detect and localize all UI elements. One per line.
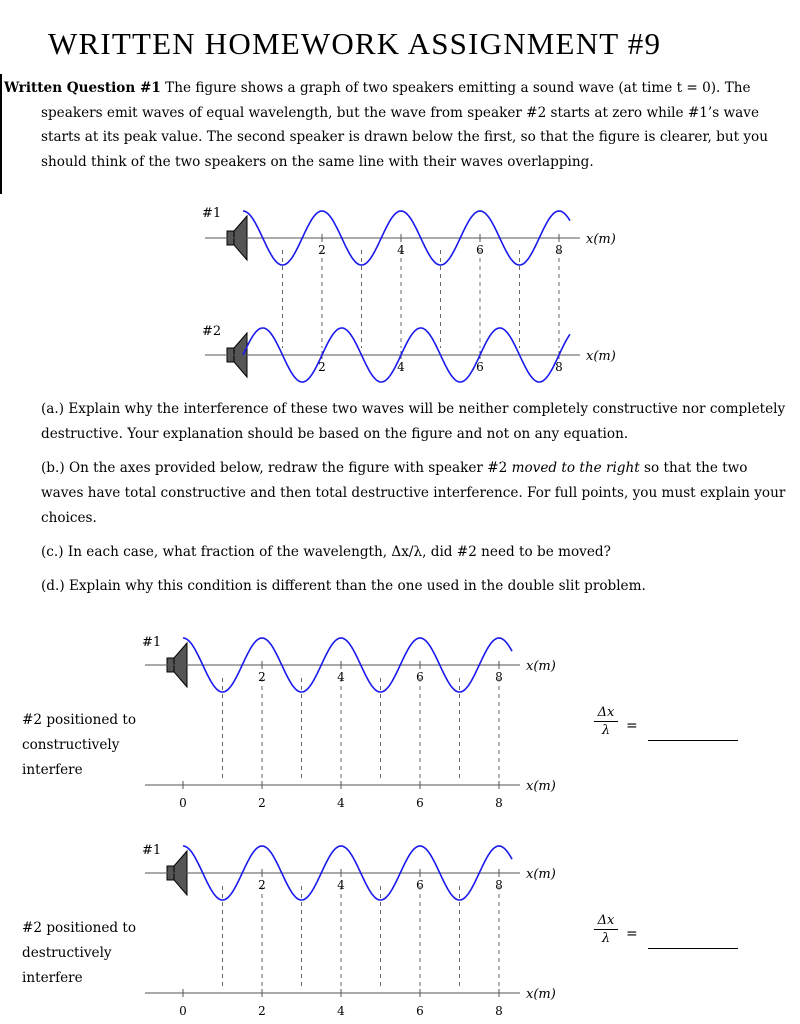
fraction-destructive [594, 913, 618, 948]
fraction-constructive [594, 705, 618, 740]
answer-blank-destructive[interactable] [648, 948, 738, 949]
tick-label: 8 [495, 670, 503, 684]
fraction-numerator: Δx [594, 913, 618, 930]
equals-sign: = [626, 718, 638, 734]
fraction-denominator: λ [601, 723, 611, 738]
question-text-line1: The figure shows a graph of two speakers emitting a sound wave (at time t = 0). The [160, 80, 751, 96]
tick-label: 8 [495, 796, 503, 810]
part-b-pre: (b.) On the axes provided below, redraw the figure with speaker #2 [41, 460, 512, 476]
axis-label: x(m) [526, 987, 556, 1002]
part-d: (d.) Explain why this condition is different than the one used in the double slit problem. [41, 578, 646, 594]
tick-label: 2 [318, 360, 326, 374]
tick-label: 6 [416, 796, 424, 810]
axis-label: x(m) [586, 232, 616, 247]
tick-label: 2 [258, 796, 266, 810]
tick-label: 6 [476, 243, 484, 257]
tick-label: 8 [555, 360, 563, 374]
fraction-denominator: λ [601, 931, 611, 946]
tick-label: 2 [258, 1004, 266, 1018]
page-title: WRITTEN HOMEWORK ASSIGNMENT #9 [48, 26, 662, 61]
part-c: (c.) In each case, what fraction of the wavelength, Δx/λ, did #2 need to be moved? [41, 544, 611, 560]
tick-label: 4 [397, 243, 405, 257]
fraction-numerator: Δx [594, 705, 618, 722]
tick-label: 2 [318, 243, 326, 257]
axis-label: x(m) [526, 779, 556, 794]
margin-rule [0, 74, 2, 194]
speaker-1-label: #1 [202, 206, 222, 221]
figure-top [0, 190, 800, 390]
tick-label: 4 [337, 796, 345, 810]
part-b-emphasis: moved to the right [511, 460, 640, 476]
tick-label: 4 [337, 670, 345, 684]
tick-label: 6 [416, 670, 424, 684]
axis-label: x(m) [586, 349, 616, 364]
part-b-post: so that the two waves have total constructive and then total destructive interference. For full points, you must explain your choices. [41, 460, 786, 526]
equals-sign: = [626, 926, 638, 942]
axis-label: x(m) [526, 867, 556, 882]
tick-label: 8 [495, 1004, 503, 1018]
destructive-label: #2 positioned to destructively interfere [22, 920, 137, 986]
tick-label: 4 [337, 878, 345, 892]
question-text-rest: speakers emit waves of equal wavelength, but the wave from speaker #2 starts at zero while #1’s wave starts at its peak value. The second speaker is drawn below the first, so that the figure is clearer, but you should think of the two speakers on the same line with their waves overlapping. [41, 104, 768, 170]
constructive-label: #2 positioned to constructively interfere [22, 712, 137, 778]
tick-label: 8 [555, 243, 563, 257]
tick-label: 6 [416, 1004, 424, 1018]
tick-label: 0 [179, 796, 187, 810]
tick-label: 0 [179, 1004, 187, 1018]
tick-label: 6 [476, 360, 484, 374]
speaker-2-label: #2 [202, 324, 222, 339]
question-intro [4, 76, 799, 174]
tick-label: 8 [495, 878, 503, 892]
answer-blank-constructive[interactable] [648, 740, 738, 741]
part-a: (a.) Explain why the interference of these two waves will be neither completely constructive nor completely destructive. Your explanation should be based on the figure and not on any equation. [41, 401, 786, 442]
part-b [41, 456, 786, 531]
tick-label: 4 [337, 1004, 345, 1018]
axis-label: x(m) [526, 659, 556, 674]
speaker-1-label: #1 [142, 843, 162, 858]
question-lead: Written Question #1 [4, 80, 161, 96]
tick-label: 2 [258, 670, 266, 684]
tick-label: 6 [416, 878, 424, 892]
tick-label: 4 [397, 360, 405, 374]
tick-label: 2 [258, 878, 266, 892]
speaker-1-label: #1 [142, 635, 162, 650]
